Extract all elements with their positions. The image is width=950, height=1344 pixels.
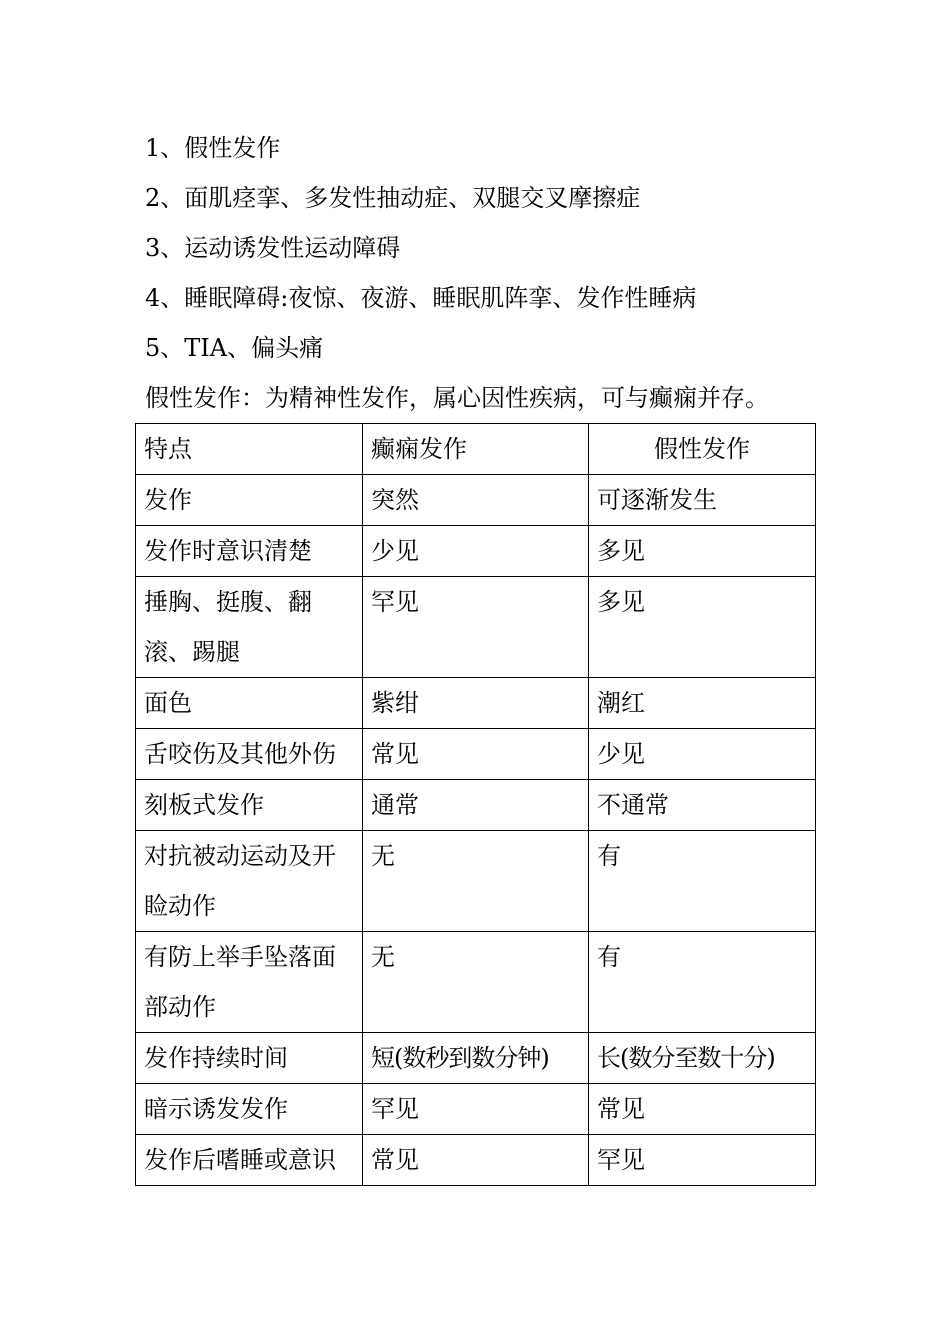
table-cell: 对抗被动运动及开睑动作 [136,831,363,932]
intro-paragraph: 假性发作：为精神性发作，属心因性疾病，可与癫痫并存。 [145,384,769,412]
differential-list [145,123,825,373]
table-row [136,1135,816,1186]
list-item: 1、假性发作 [145,134,281,162]
table-cell: 无 [363,932,589,1033]
table-cell: 可逐渐发生 [589,475,816,526]
table-cell: 发作后嗜睡或意识 [136,1135,363,1186]
table-row [136,526,816,577]
table-cell: 紫绀 [363,678,589,729]
table-cell: 通常 [363,780,589,831]
table-cell: 刻板式发作 [136,780,363,831]
table-row [136,932,816,1033]
table-cell: 罕见 [363,577,589,678]
table-cell: 罕见 [589,1135,816,1186]
table-cell: 发作持续时间 [136,1033,363,1084]
table-cell: 常见 [363,1135,589,1186]
table-cell: 捶胸、挺腹、翻滚、踢腿 [136,577,363,678]
table-header-cell: 假性发作 [589,424,816,475]
table-cell: 突然 [363,475,589,526]
table-cell: 少见 [589,729,816,780]
list-item: 4、睡眠障碍:夜惊、夜游、睡眠肌阵挛、发作性睡病 [145,284,697,312]
comparison-table [135,423,816,1186]
list-item: 2、面肌痉挛、多发性抽动症、双腿交叉摩擦症 [145,184,641,212]
table-row [136,678,816,729]
table-row [136,831,816,932]
table-cell: 少见 [363,526,589,577]
table-cell: 面色 [136,678,363,729]
list-item: 5、TIA、偏头痛 [145,334,324,362]
table-cell: 有防上举手坠落面部动作 [136,932,363,1033]
table-row [136,1033,816,1084]
table-cell: 短(数秒到数分钟) [363,1033,589,1084]
table-cell: 发作时意识清楚 [136,526,363,577]
table-cell: 潮红 [589,678,816,729]
table-cell: 无 [363,831,589,932]
table-row [136,780,816,831]
table-cell: 常见 [363,729,589,780]
table-cell: 多见 [589,526,816,577]
table-header-row [136,424,816,475]
table-header-cell: 特点 [136,424,363,475]
table-cell: 暗示诱发发作 [136,1084,363,1135]
table-cell: 不通常 [589,780,816,831]
table-cell: 多见 [589,577,816,678]
table-row [136,475,816,526]
table-cell: 舌咬伤及其他外伤 [136,729,363,780]
table-row [136,729,816,780]
table-cell: 长(数分至数十分) [589,1033,816,1084]
table-cell: 有 [589,831,816,932]
list-item: 3、运动诱发性运动障碍 [145,234,401,262]
table-row [136,1084,816,1135]
table-cell: 发作 [136,475,363,526]
table-cell: 罕见 [363,1084,589,1135]
table-cell: 有 [589,932,816,1033]
table-cell: 常见 [589,1084,816,1135]
table-row [136,577,816,678]
table-header-cell: 癫痫发作 [363,424,589,475]
